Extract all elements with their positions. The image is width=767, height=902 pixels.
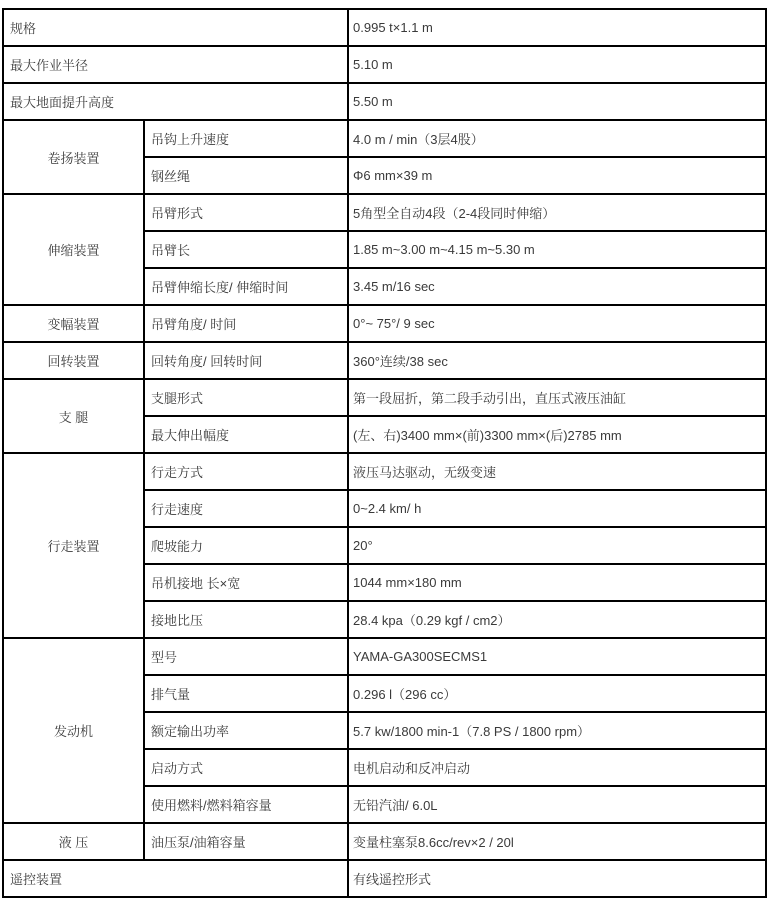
table-row: [3, 342, 766, 379]
spec-label-cell: 行走方式: [144, 453, 348, 490]
section-title-cell: 最大地面提升高度: [3, 83, 348, 120]
spec-label-cell: 吊臂形式: [144, 194, 348, 231]
spec-label-cell: 吊钩上升速度: [144, 120, 348, 157]
spec-table: [2, 8, 767, 898]
spec-label-cell: 额定输出功率: [144, 712, 348, 749]
spec-label-cell: 排气量: [144, 675, 348, 712]
spec-label-cell: 行走速度: [144, 490, 348, 527]
section-title-cell: 变幅装置: [3, 305, 144, 342]
spec-label-cell: 使用燃料/燃料箱容量: [144, 786, 348, 823]
spec-value-cell: 5.50 m: [348, 83, 766, 120]
spec-value-cell: 0~2.4 km/ h: [348, 490, 766, 527]
table-row: [3, 194, 766, 231]
spec-label-cell: 吊臂角度/ 时间: [144, 305, 348, 342]
spec-value-cell: 有线遥控形式: [348, 860, 766, 897]
spec-value-cell: 第一段屈折，第二段手动引出，直压式液压油缸: [348, 379, 766, 416]
spec-label-cell: 启动方式: [144, 749, 348, 786]
table-row: [3, 453, 766, 490]
section-title-cell: 最大作业半径: [3, 46, 348, 83]
spec-label-cell: 最大伸出幅度: [144, 416, 348, 453]
section-title-cell: 支 腿: [3, 379, 144, 453]
table-row: [3, 823, 766, 860]
spec-value-cell: 1.85 m~3.00 m~4.15 m~5.30 m: [348, 231, 766, 268]
spec-label-cell: 支腿形式: [144, 379, 348, 416]
spec-value-cell: 0°~ 75°/ 9 sec: [348, 305, 766, 342]
table-row: [3, 46, 766, 83]
spec-value-cell: 5角型全自动4段（2-4段同时伸缩）: [348, 194, 766, 231]
spec-label-cell: 爬坡能力: [144, 527, 348, 564]
table-row: [3, 9, 766, 46]
section-title-cell: 发动机: [3, 638, 144, 823]
spec-value-cell: (左、右)3400 mm×(前)3300 mm×(后)2785 mm: [348, 416, 766, 453]
spec-value-cell: 电机启动和反冲启动: [348, 749, 766, 786]
spec-label-cell: 接地比压: [144, 601, 348, 638]
table-row: [3, 120, 766, 157]
section-title-cell: 遥控装置: [3, 860, 348, 897]
spec-value-cell: 28.4 kpa（0.29 kgf / cm2）: [348, 601, 766, 638]
spec-value-cell: 0.296 l（296 cc）: [348, 675, 766, 712]
spec-value-cell: Φ6 mm×39 m: [348, 157, 766, 194]
spec-label-cell: 吊机接地 长×宽: [144, 564, 348, 601]
section-title-cell: 回转装置: [3, 342, 144, 379]
table-row: [3, 638, 766, 675]
spec-value-cell: 360°连续/38 sec: [348, 342, 766, 379]
section-title-cell: 伸缩装置: [3, 194, 144, 305]
spec-value-cell: 20°: [348, 527, 766, 564]
table-row: [3, 379, 766, 416]
spec-value-cell: 5.7 kw/1800 min-1（7.8 PS / 1800 rpm）: [348, 712, 766, 749]
spec-value-cell: 4.0 m / min（3层4股）: [348, 120, 766, 157]
table-row: [3, 305, 766, 342]
spec-label-cell: 回转角度/ 回转时间: [144, 342, 348, 379]
spec-value-cell: YAMA-GA300SECMS1: [348, 638, 766, 675]
spec-table-body: [3, 9, 766, 897]
spec-label-cell: 油压泵/油箱容量: [144, 823, 348, 860]
table-row: [3, 83, 766, 120]
spec-value-cell: 3.45 m/16 sec: [348, 268, 766, 305]
section-title-cell: 液 压: [3, 823, 144, 860]
spec-label-cell: 吊臂伸缩长度/ 伸缩时间: [144, 268, 348, 305]
spec-label-cell: 吊臂长: [144, 231, 348, 268]
section-title-cell: 卷扬装置: [3, 120, 144, 194]
spec-value-cell: 0.995 t×1.1 m: [348, 9, 766, 46]
section-title-cell: 行走装置: [3, 453, 144, 638]
spec-value-cell: 液压马达驱动，无级变速: [348, 453, 766, 490]
spec-value-cell: 1044 mm×180 mm: [348, 564, 766, 601]
spec-label-cell: 钢丝绳: [144, 157, 348, 194]
spec-value-cell: 无铅汽油/ 6.0L: [348, 786, 766, 823]
spec-label-cell: 型号: [144, 638, 348, 675]
section-title-cell: 规格: [3, 9, 348, 46]
spec-value-cell: 5.10 m: [348, 46, 766, 83]
spec-value-cell: 变量柱塞泵8.6cc/rev×2 / 20l: [348, 823, 766, 860]
table-row: [3, 860, 766, 897]
